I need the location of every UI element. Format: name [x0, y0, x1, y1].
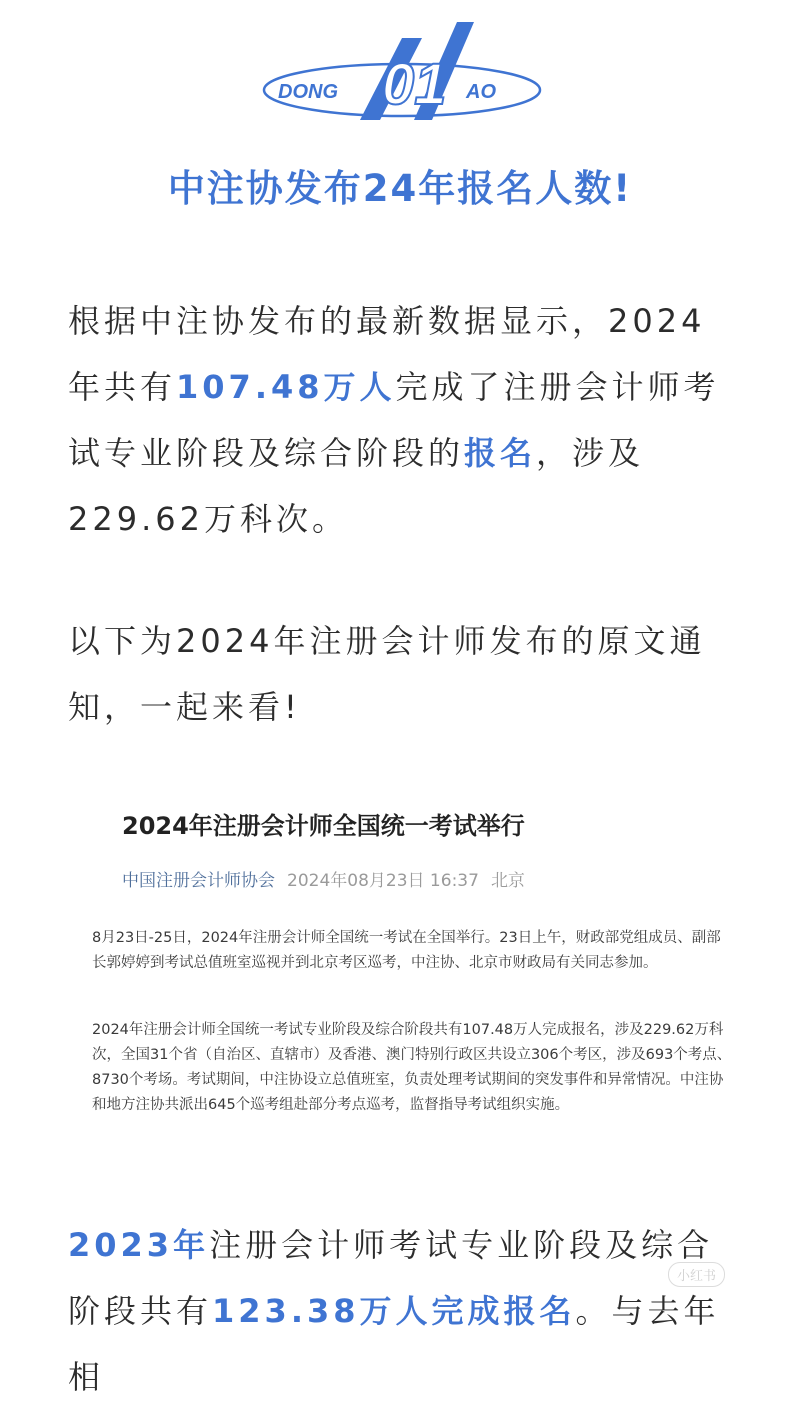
- logo-numeral: 01: [382, 52, 447, 117]
- lead-in-paragraph: 以下为2024年注册会计师发布的原文通知，一起来看!: [68, 622, 706, 726]
- article-paragraph-2: 2024年注册会计师全国统一考试专业阶段及综合阶段共有107.48万人完成报名，涉及229.62万科次，全国31个省（自治区、直辖市）及香港、澳门特别行政区共设立306个考区，涉及693个考点、8730个考场。考试期间，中注协设立总值班室，负责处理考试期间的突发事件和异常情况。中注协和地方注协共派出645个巡考组赴部分考点巡考，监督指导考试组织实施。: [92, 1022, 732, 1113]
- article-location: 北京: [490, 871, 525, 891]
- compare-text-1: 注册会计师考试专业阶段及综合阶段共有: [68, 1226, 714, 1330]
- article-paragraph-1: 8月23日-25日，2024年注册会计师全国统一考试在全国举行。23日上午，财政部党组成员、副部长郭婷婷到考试总值班室巡视并到北京考区巡考，中注协、北京市财政局有关同志参加。: [92, 930, 721, 971]
- intro-paragraph: [68, 288, 738, 552]
- article-org-link[interactable]: 中国注册会计师协会: [122, 871, 275, 891]
- intro-text-2: 完成了注册会计师考试专业阶段及综合阶段的: [68, 368, 720, 472]
- logo-left-text: DONG: [278, 81, 338, 103]
- compare-text-2: 。与去年相: [68, 1292, 720, 1396]
- article-title: 2024年注册会计师全国统一考试举行: [122, 812, 525, 840]
- logo-right-text: AO: [466, 81, 496, 103]
- intro-text-1: 根据中注协发布的最新数据显示，2024年共有: [68, 302, 706, 406]
- article-meta: [122, 866, 525, 891]
- compare-highlight-count: 123.38万人完成报名: [212, 1292, 576, 1330]
- watermark: 小红书: [668, 1262, 725, 1287]
- dongao-logo: [252, 18, 552, 138]
- article-date: 2024年08月23日 16:37: [287, 871, 479, 891]
- compare-highlight-year: 2023年: [68, 1226, 210, 1264]
- intro-highlight-registration: 报名: [464, 434, 537, 472]
- intro-highlight-count: 107.48万人: [176, 368, 396, 406]
- dongao-logo-graphic: [252, 18, 552, 138]
- compare-paragraph: [68, 1212, 738, 1410]
- headline: 中注协发布24年报名人数!: [167, 167, 633, 210]
- intro-text-3: ，涉及229.62万科次。: [68, 434, 645, 538]
